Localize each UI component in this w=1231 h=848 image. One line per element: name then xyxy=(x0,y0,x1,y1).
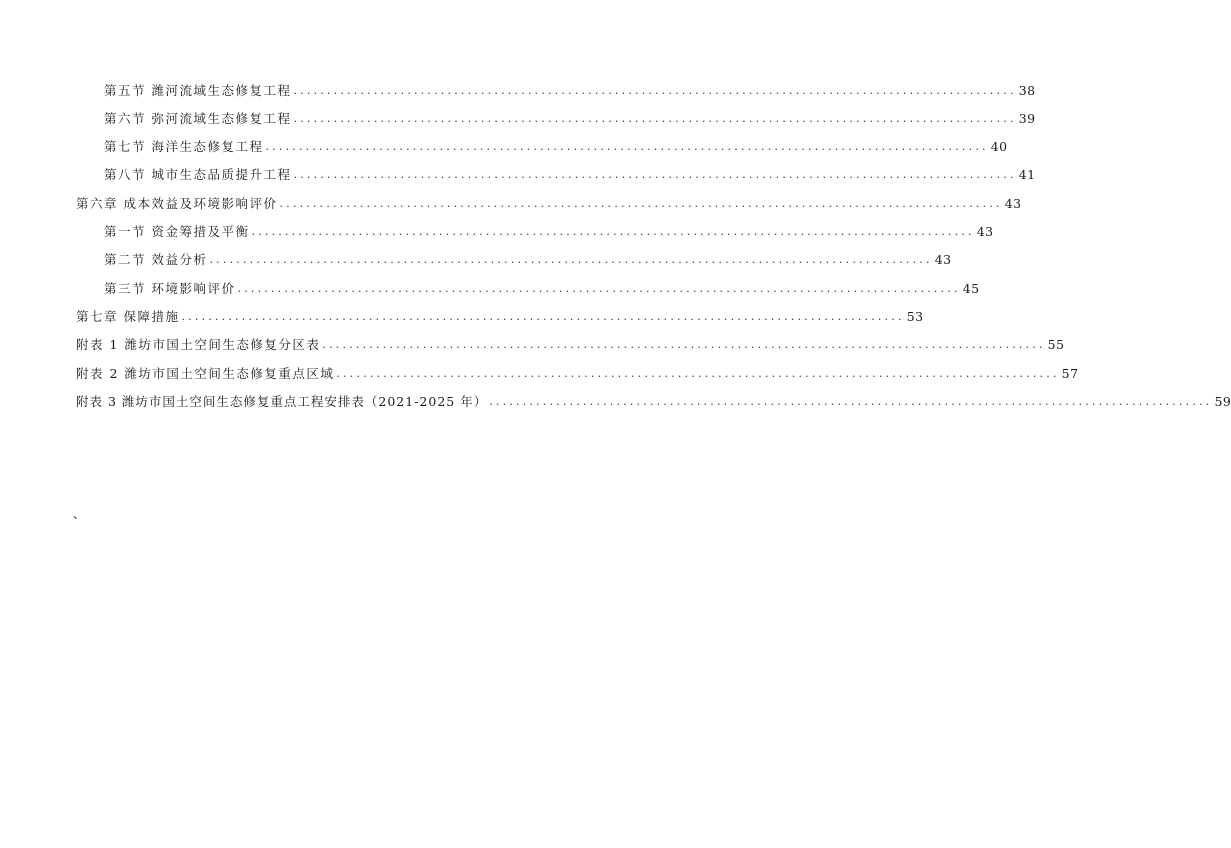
dot-leader: ............................................................................................................ xyxy=(293,168,1017,181)
dot-leader: ............................................................................................................ xyxy=(279,197,1003,210)
toc-entry-label: 第三节 环境影响评价 xyxy=(104,281,236,296)
toc-entry-section-7 xyxy=(104,136,1008,156)
toc-entry-label: 附表 2 潍坊市国土空间生态修复重点区域 xyxy=(76,366,335,381)
dot-leader: ............................................................................................................ xyxy=(251,225,975,238)
toc-page-number: 45 xyxy=(962,280,980,296)
toc-entry-section-2 xyxy=(104,249,952,269)
toc-page-number: 55 xyxy=(1047,336,1065,352)
toc-entry-section-3 xyxy=(104,278,980,298)
dot-leader: ............................................................................................................ xyxy=(336,367,1060,380)
stray-punctuation-mark: 、 xyxy=(73,507,86,521)
toc-page-number: 40 xyxy=(990,138,1008,154)
toc-entry-section-8 xyxy=(104,164,1036,184)
toc-page-number: 41 xyxy=(1018,166,1036,182)
toc-page-number: 53 xyxy=(906,308,924,324)
dot-leader: ............................................................................................................ xyxy=(237,282,961,295)
dot-leader: ............................................................................................................ xyxy=(293,112,1017,125)
toc-entry-appendix-1 xyxy=(76,334,1065,354)
toc-page-number: 43 xyxy=(934,251,952,267)
dot-leader: ............................................................................................................ xyxy=(489,395,1213,408)
toc-entry-chapter-6 xyxy=(76,193,1022,213)
toc-entry-label: 第二节 效益分析 xyxy=(104,252,208,267)
toc-entry-section-1 xyxy=(104,221,994,241)
toc-page-number: 39 xyxy=(1018,110,1036,126)
toc-entry-section-6 xyxy=(104,108,1036,128)
toc-entry-section-5 xyxy=(104,80,1036,100)
dot-leader: ............................................................................................................ xyxy=(322,338,1046,351)
toc-page-number: 43 xyxy=(1004,195,1022,211)
toc-entry-label: 第一节 资金筹措及平衡 xyxy=(104,224,250,239)
toc-entry-label: 附表 3 潍坊市国土空间生态修复重点工程安排表（2021-2025 年） xyxy=(76,394,488,409)
dot-leader: ............................................................................................................ xyxy=(181,310,905,323)
toc-entry-appendix-3 xyxy=(76,391,1231,411)
toc-page-number: 38 xyxy=(1018,82,1036,98)
toc-entry-label: 附表 1 潍坊市国土空间生态修复分区表 xyxy=(76,337,321,352)
toc-page-number: 43 xyxy=(976,223,994,239)
toc-entry-appendix-2 xyxy=(76,363,1079,383)
toc-page-number: 57 xyxy=(1061,365,1079,381)
dot-leader: ............................................................................................................ xyxy=(293,84,1017,97)
toc-entry-chapter-7 xyxy=(76,306,924,326)
toc-entry-label: 第八节 城市生态品质提升工程 xyxy=(104,167,292,182)
toc-entry-label: 第七章 保障措施 xyxy=(76,309,180,324)
toc-entry-label: 第六节 弥河流域生态修复工程 xyxy=(104,111,292,126)
toc-entry-label: 第六章 成本效益及环境影响评价 xyxy=(76,196,278,211)
dot-leader: ............................................................................................................ xyxy=(265,140,989,153)
toc-entry-label: 第五节 潍河流域生态修复工程 xyxy=(104,83,292,98)
toc-entry-label: 第七节 海洋生态修复工程 xyxy=(104,139,264,154)
toc-page-number: 59 xyxy=(1214,393,1231,409)
dot-leader: ............................................................................................................ xyxy=(209,253,933,266)
